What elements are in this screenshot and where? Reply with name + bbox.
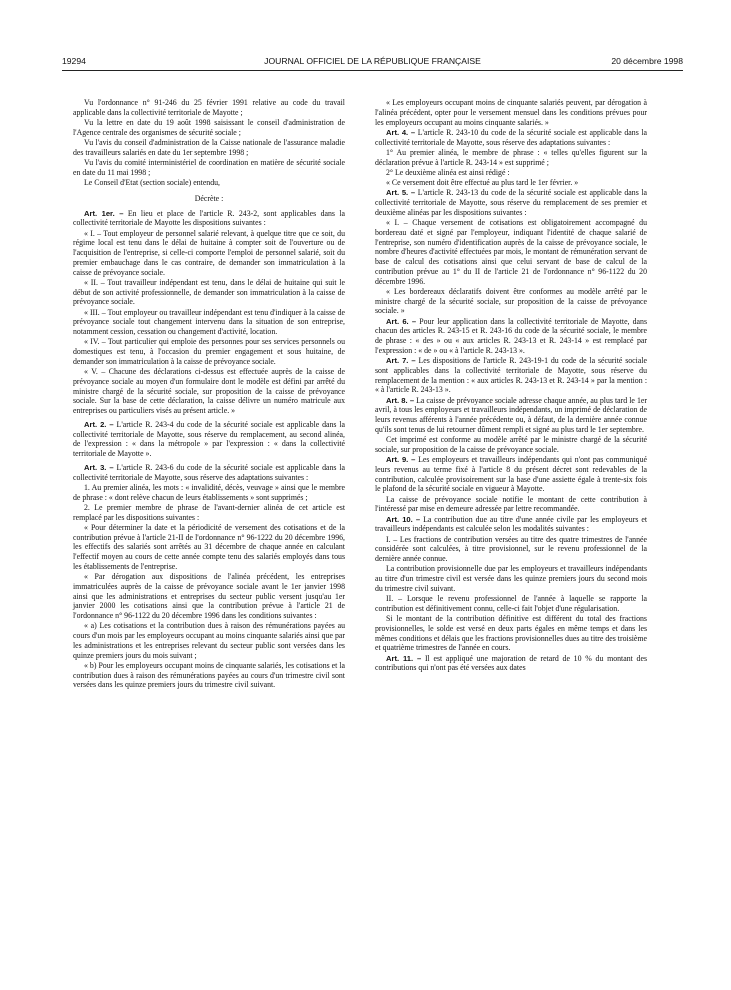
visa-paragraph: Vu l'ordonnance n° 91-246 du 25 février 1991 relative au code du travail applicable dans la collectivité territoriale de Mayotte ; — [73, 98, 345, 117]
conseil-paragraph: Le Conseil d'Etat (section sociale) entendu, — [84, 178, 221, 187]
paragraph: 2. Le premier membre de phrase de l'avant-dernier alinéa de cet article est remplacé par les dispositions suivantes : — [73, 502, 345, 522]
journal-title: JOURNAL OFFICIEL DE LA RÉPUBLIQUE FRANÇAISE — [264, 56, 481, 66]
paragraph: « II. – Tout travailleur indépendant est tenu, dans le délai de huitaine qui suit le début de son activité professionnelle, de demander son immatriculation à la caisse de prévoyance sociale. — [73, 277, 345, 307]
article-4 — [375, 128, 647, 148]
paragraph: La caisse de prévoyance sociale notifie le montant de cette contribution à l'intéressé par mise en demeure adressée par lettre recommandée. — [375, 494, 647, 514]
article-1 — [73, 209, 345, 229]
article-text: L'article R. 243-4 du code de la sécurité sociale est applicable dans la collectivité territoriale de Mayotte, sous réserve du remplacement, au second alinéa, de l'expression : « dans la métropole » par l'expression : « dans la collectivité territoriale de Mayotte ». — [73, 419, 346, 458]
article-2 — [73, 420, 345, 459]
paragraph: « Par dérogation aux dispositions de l'alinéa précédent, les entreprises immatriculées auprès de la caisse de prévoyance sociale avant le 1er janvier 1998 ainsi que les administrations et entreprises du secteur public versent jusqu'au 1er janvier 2000 les cotisations ainsi que la contribution prévue à l'article 21 de l'ordonnance n° 96-1122 du 20 décembre 1996 dans les conditions suivantes : — [73, 572, 345, 620]
article-text: La contribution due au titre d'une année civile par les employeurs et travailleurs indépendants est calculée selon les modalités suivantes : — [375, 514, 647, 534]
paragraph: Si le montant de la contribution définitive est différent du total des fractions provisionnelles, le solde est versé en deux parts égales en même temps et dans les mêmes conditions et délais que les fractions provisionnelles dues au titre des troisième et quatrième trimestres de l'année en cours. — [375, 614, 647, 653]
article-10 — [375, 515, 647, 535]
paragraph: « a) Les cotisations et la contribution dues à raison des rémunérations payées au cours d'un mois par les employeurs occupant au moins cinquante salariés ainsi que par les administrations et les entreprises relevant du secteur public sont versées dans les quinze premiers jours du mois suivant ; — [73, 621, 345, 660]
paragraph: La contribution provisionnelle due par les employeurs et travailleurs indépendants au titre d'un trimestre civil est versée dans les quinze premiers jours du second mois du trimestre civil suivant. — [375, 564, 647, 593]
article-label: Art. 2. – — [84, 419, 114, 429]
article-3 — [73, 463, 345, 483]
article-8 — [375, 396, 647, 435]
article-label: Art. 11. – — [386, 653, 422, 663]
visa-paragraph: Vu la lettre en date du 19 août 1998 saisissant le conseil d'administration de l'Agence centrale des organismes de sécurité sociale ; — [73, 118, 345, 137]
page-number: 19294 — [62, 56, 86, 66]
paragraph: « Les employeurs occupant moins de cinquante salariés peuvent, par dérogation à l'alinéa précédent, opter pour le versement mensuel dans les conditions prévues pour les employeurs occupant au moins cinquante salariés. » — [375, 98, 647, 127]
paragraph: « Pour déterminer la date et la périodicité de versement des cotisations et de la contribution prévue à l'article 21-II de l'ordonnance n° 96-1222 du 20 décembre 1996, les effectifs des salariés sont arrêtés au 31 décembre de chaque année en calculant l'effectif moyen au cours de cette année compte tenu des salariés employés dans tous les établissements de l'entreprise. — [73, 522, 345, 571]
article-text: L'article R. 243-10 du code de la sécurité sociale est applicable dans la collectivité territoriale de Mayotte, sous réserve des adaptations suivantes : — [375, 127, 648, 147]
article-text: La caisse de prévoyance sociale adresse chaque année, au plus tard le 1er avril, à tous les employeurs et travailleurs indépendants, un imprimé de déclaration de leurs revenus afférents à l'année précédente ou, à défaut, de la dernière année connue qu'ils sont tenus de lui retourner dûment rempli et signé au plus tard le 1er septembre. — [375, 395, 647, 434]
visa-paragraph: Vu l'avis du conseil d'administration de la Caisse nationale de l'assurance maladie des travailleurs salariés en date du 1er septembre 1998 ; — [73, 138, 345, 157]
article-text: Pour leur application dans la collectivité territoriale de Mayotte, dans chacun des articles R. 243-15 et R. 243-16 du code de la sécurité sociale, le membre de phrase : « des » ou « aux articles R. 243-13 et R. 243-14 » est remplacé par l'expression : « de » ou « à l'article R. 243-13 ». — [375, 316, 648, 355]
left-column — [73, 98, 345, 691]
paragraph: Cet imprimé est conforme au modèle arrêté par le ministre chargé de la sécurité sociale, sur proposition de la caisse de prévoyance sociale. — [375, 435, 647, 454]
decrete-heading: Décrète : — [194, 193, 224, 203]
article-label: Art. 10. – — [386, 514, 421, 524]
article-label: Art. 3. – — [84, 462, 114, 472]
paragraph: 2° Le deuxième alinéa est ainsi rédigé : — [386, 167, 510, 177]
article-text: Les employeurs et travailleurs indépendants qui n'ont pas communiqué leurs revenus au terme fixé à l'article 8 du présent décret sont redevables de la contribution, calculée provisoirement sur la base d'une assiette égale à trente-six fois le plafond de la sécurité sociale en vigueur à Mayotte. — [375, 455, 647, 494]
paragraph: « b) Pour les employeurs occupant moins de cinquante salariés, les cotisations et la contribution dues à raison des rémunérations payées au cours d'un trimestre civil sont versées dans les quinze premiers jours du trimestre civil suivant. — [73, 660, 345, 690]
article-11 — [375, 654, 647, 674]
paragraph: « Ce versement doit être effectué au plus tard le 1er février. » — [386, 178, 579, 187]
page-header — [62, 56, 683, 70]
paragraph: « Les bordereaux déclaratifs doivent être conformes au modèle arrêté par le ministre chargé de la sécurité sociale, sur proposition de la caisse de prévoyance sociale. » — [375, 286, 647, 316]
paragraph: « V. – Chacune des déclarations ci-dessus est effectuée auprès de la caisse de prévoyance sociale au moyen d'un formulaire dont le modèle est défini par arrêté du ministre chargé de la sécurité sociale, sur proposition de la caisse de prévoyance sociale. Sur la base de cette déclaration, la caisse délivre un numéro matricule aux entreprises ou particuliers visés au présent article. » — [73, 367, 345, 415]
article-label: Art. 9. – — [386, 455, 416, 464]
paragraph: « III. – Tout employeur ou travailleur indépendant est tenu d'indiquer à la caisse de prévoyance sociale tout changement intervenu dans la situation de son entreprise, notamment cession, cessation ou changement d'activité, location. — [73, 307, 345, 336]
paragraph: « I. – Chaque versement de cotisations est obligatoirement accompagné du bordereau daté et signé par l'employeur, indiquant l'identité de chaque salarié de l'entreprise, son numéro d'identification auprès de la caisse de prévoyance sociale, le nombre d'heures d'activité effectuées par mois, le montant de rémunération servant de base de calcul des cotisations ainsi que celui servant de base de calcul de la contribution prévue au 1° du II de l'article 21 de l'ordonnance n° 96-1122 du 20 décembre 1996. — [375, 218, 647, 286]
paragraph: I. – Les fractions de contribution versées au titre des quatre trimestres de l'année considérée sont calculées, à titre provisionnel, sur le revenu professionnel de la dernière année connue. — [375, 534, 647, 563]
article-label: Art. 5. – — [386, 188, 416, 198]
article-6 — [375, 317, 647, 356]
visa-paragraph: Vu l'avis du comité interministériel de coordination en matière de sécurité sociale en date du 11 mai 1998 ; — [73, 158, 345, 177]
article-5 — [375, 188, 647, 217]
article-text: L'article R. 243-6 du code de la sécurité sociale est applicable dans la collectivité territoriale de Mayotte, sous réserve des adaptations suivantes : — [73, 462, 346, 482]
article-text: En lieu et place de l'article R. 243-2, sont applicables dans la collectivité territoriale de Mayotte les dispositions suivantes : — [73, 208, 345, 228]
issue-date: 20 décembre 1998 — [611, 56, 683, 66]
article-7 — [375, 356, 647, 395]
article-text: Il est appliqué une majoration de retard de 10 % du montant des contributions qui n'ont pas été versées aux dates — [375, 653, 647, 673]
article-9 — [375, 455, 647, 494]
header-rule — [62, 70, 683, 71]
article-text: Les dispositions de l'article R. 243-19-1 du code de la sécurité sociale sont applicables dans la collectivité territoriale de Mayotte, sous réserve du remplacement de la mention : « aux articles R. 243-13 et R. 243-14 » par la mention : « à l'article R. 243-13 ». — [375, 356, 647, 395]
paragraph: 1° Au premier alinéa, le membre de phrase : « telles qu'elles figurent sur la déclaration prévue à l'article R. 243-14 » est supprimé ; — [375, 147, 647, 167]
paragraph: « I. – Tout employeur de personnel salarié relevant, à quelque titre que ce soit, du régime local est tenu dans le délai de huitaine à compter soit de l'ouverture ou de l'acquisition de l'entreprise, si celle-ci comporte l'emploi de personnel salarié, soit du premier embauchage dans le cas contraire, de demander son immatriculation à la caisse de prévoyance sociale. — [73, 228, 345, 277]
article-label: Art. 8. – — [386, 395, 415, 405]
paragraph: « IV. – Tout particulier qui emploie des personnes pour ses services personnels ou domestiques est tenu, à l'occasion du premier engagement et sous huitaine, de demander son immatriculation à la caisse de prévoyance sociale. — [73, 337, 345, 366]
article-label: Art. 6. – — [386, 316, 417, 326]
right-column — [375, 98, 647, 674]
paragraph: II. – Lorsque le revenu professionnel de l'année à laquelle se rapporte la contribution est définitivement connu, celle-ci fait l'objet d'une régularisation. — [375, 594, 647, 613]
article-label: Art. 4. – — [386, 127, 416, 137]
article-label: Art. 1er. – — [84, 208, 124, 218]
article-text: L'article R. 243-13 du code de la sécurité sociale est applicable dans la collectivité territoriale de Mayotte, sous réserve du remplacement de ses premier et deuxième alinéas par les dispositions suivantes : — [375, 188, 648, 217]
paragraph: 1. Au premier alinéa, les mots : « invalidité, décès, veuvage » ainsi que le membre de phrase : « dont relève chacun de leurs établissements » sont supprimés ; — [73, 482, 345, 502]
article-label: Art. 7. – — [386, 356, 416, 365]
